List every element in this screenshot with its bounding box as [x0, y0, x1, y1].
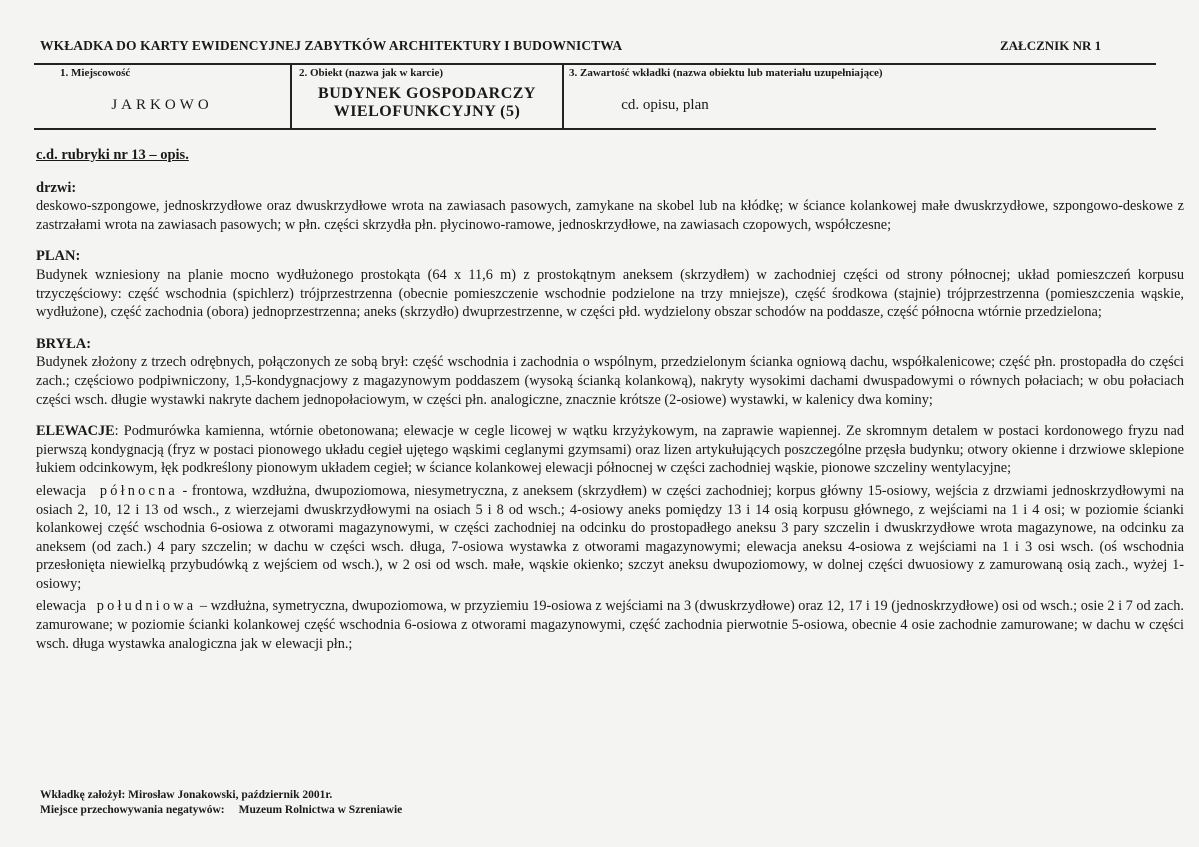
north-word: północna: [99, 482, 178, 499]
bryla-text: Budynek złożony z trzech odrębnych, połączonych ze sobą brył: część wschodnia i zachodnia o wspólnym, przedzielonym ścianka ogniową dachu, współkalenicowe; część płn. prostopadła do części zach.; częściowo podpiwniczony, 1,5-kondygnacjowy z magazynowym poddaszem (wysoką ścianką kolankową), nakryty wysokimi dachami dwuspadowymi o równych połaciach; w obu połaciach części wsch. długie wystawki nakryte dachem jednopołaciowym, w części płn. analogiczne, znacznie krótsze (2-osiowe) wystawki, w kalenicy dwa kominy;: [36, 354, 1184, 408]
object-value-line2: WIELOFUNKCYJNY (5): [333, 103, 521, 120]
bryla-heading: BRYŁA:: [36, 335, 92, 352]
description-body: [36, 146, 1184, 657]
location-label: 1. Miejscowość: [60, 67, 131, 79]
north-elevation-paragraph: [36, 482, 1184, 594]
storage-label: Miejsce przechowywania negatywów:: [40, 804, 225, 816]
object-label: 2. Obiekt (nazwa jak w karcie): [299, 67, 444, 79]
form-title: WKŁADKA DO KARTY EWIDENCYJNEJ ZABYTKÓW ARCHITEKTURY I BUDOWNICTWA: [40, 38, 623, 53]
content-label: 3. Zawartość wkładki (nazwa obiektu lub materiału uzupełniające): [569, 67, 883, 79]
object-value-line1: BUDYNEK GOSPODARCZY: [318, 85, 536, 102]
annex-number: ZAŁCZNIK NR 1: [1000, 38, 1102, 53]
north-text: - frontowa, wzdłużna, dwupoziomowa, niesymetryczna, z aneksem (skrzydłem) w części zachodniej; korpus główny 15-osiowy, wejścia z drzwiami jednoskrzydłowymi na osiach 2, 10, 12 i 13 od wsch., z wierzejami dwuskrzydłowymi na osiach 5 i 8 od wsch.; 4-osiowy aneks pomiędzy 13 i 14 osią korpusu głównego, z wejściami na 1 i 4 osi; w poziomie ścianki kolankowej część wschodnia 6-osiowa z otworami magazynowymi, w części zachodniej na odcinku do prostopadłego aneksu 3 pary szczelin i dwuskrzydłowe wrota magazynowe, na odcinku za aneksem (od zach.) 4 pary szczelin; w dachu w części wsch. długa, 7-osiowa wystawka z otworami magazynowymi; elewacja aneksu 4-osiowa z wejściami na 1 i 3 osi wsch. (oś wschodnia przesłonięta niewielką przybudówką z wejściem od wsch.), w 2 osi od wsch. małe, wąskie okienko; szczyt aneksu dwupoziomowy, w dolnej części dwuosiowy z zamurowaną osią zach., wyżej 1-osiowy;: [36, 482, 1184, 592]
elewacje-text: : Podmurówka kamienna, wtórnie obetonowana; elewacje w cegle licowej w wątku krzyżykowym, na zaprawie wapiennej. Ze skromnym detalem w postaci kordonowego fryzu nad pierwszą kondygnacją (fryz w postaci pionowego układu cegieł ujętego wąskimi ceglanymi gzymsami) oraz lizen artykułujących poszczególne przęsła budynku; otwory okienne i drzwiowe sklepione łukiem odcinkowym, łęk podkreślony pionowym układem cegieł; w ściance kolankowej elewacji północnej w części zachodniej wąskie, pionowe szczeliny wentylacyjne;: [36, 423, 1184, 477]
storage-value: Muzeum Rolnictwa w Szreniawie: [238, 804, 403, 816]
location-value: JARKOWO: [111, 97, 213, 113]
rubric-heading: c.d. rubryki nr 13 – opis.: [36, 147, 189, 163]
table-bottom-rule: [34, 128, 1156, 130]
elewacje-heading: ELEWACJE: [36, 423, 115, 440]
doors-heading: drzwi:: [36, 179, 77, 196]
plan-text: Budynek wzniesiony na planie mocno wydłużonego prostokąta (64 x 11,6 m) z prostokątnym aneksem (skrzydłem) w zachodniej części od strony północnej; układ pomieszczeń korpusu trzyczęściowy: część wschodnia (spichlerz) trójprzestrzenna (obecnie pomieszczenie wschodnie podzielone na trzy mniejsze), część środkowa (stajnie) trójprzestrzenna (pomieszczenia wąskie, wydłużone), część zachodnia (obora) jednoprzestrzenna; aneks (skrzydło) dwuprzestrzenne, w części płd. wydzielony obszar schodów na poddasze, część północna wtórnie przedzielona;: [36, 266, 1184, 321]
south-text: – wzdłużna, symetryczna, dwupoziomowa, w przyziemiu 19-osiowa z wejściami na 3 (dwuskrzydłowe) oraz 12, 17 i 19 (jednoskrzydłowe) osi od wsch.; osie 2 i 7 od zach. zamurowane; w poziomie ścianki kolankowej część wschodnia 6-osiowa z otworami magazynowymi, część zachodnia pierwotnie 5-osiowa, obecnie 4 osie zachodnie zamurowane; w dachu w części wsch. długa wystawka analogiczna jak w elewacji płn.;: [36, 598, 1184, 652]
doors-text: deskowo-szpongowe, jednoskrzydłowe oraz dwuskrzydłowe wrota na zawiasach pasowych, zamykane na skobel lub na kłódkę; w ściance kolankowej małe dwuskrzydłowe, szpongowo-deskowe z zastrzałami wrota na zawiasach pasowych; w płn. części skrzydła płn. płycinowo-ramowe, jednoskrzydłowe, na zawiasach czopowych, współczesne;: [36, 198, 1184, 233]
footer-storage: [40, 803, 402, 818]
plan-heading: PLAN:: [36, 248, 81, 265]
south-word: południowa: [96, 598, 197, 615]
footer: [40, 788, 402, 818]
table-divider-2: [562, 63, 564, 129]
content-value: cd. opisu, plan: [621, 97, 709, 113]
south-prefix: elewacja: [36, 598, 86, 615]
footer-author: Wkładkę założył: Mirosław Jonakowski, październik 2001r.: [40, 789, 333, 801]
table-top-rule: [34, 63, 1156, 65]
elewacje-paragraph: [36, 422, 1184, 478]
object-value: [292, 85, 562, 121]
north-prefix: elewacja: [36, 482, 86, 499]
south-elevation-paragraph: [36, 597, 1184, 653]
